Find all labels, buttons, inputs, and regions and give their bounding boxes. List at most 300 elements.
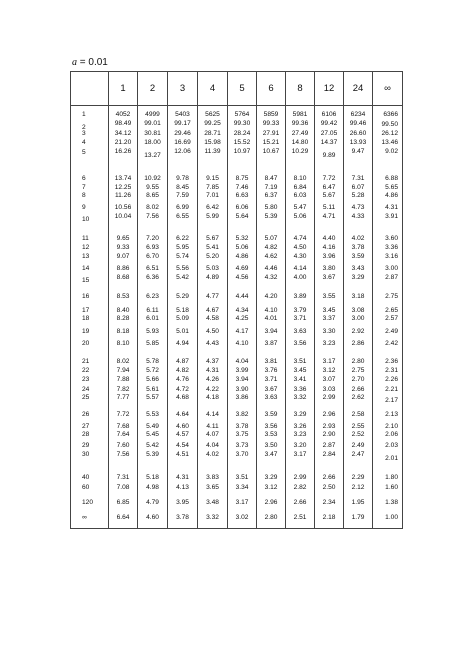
value-cell: 7.19 <box>264 184 278 191</box>
value-cell: 3.60 <box>385 235 398 242</box>
value-cell: 4.16 <box>322 244 336 251</box>
value-cell: 4.67 <box>206 307 219 314</box>
value-cell: 9.33 <box>116 244 130 251</box>
value-cell: 5.53 <box>146 411 159 418</box>
value-cell: 5.32 <box>235 235 249 242</box>
value-column <box>168 106 198 529</box>
value-cell: 3.17 <box>293 451 307 458</box>
value-column <box>228 106 257 529</box>
value-cell: 2.62 <box>351 394 365 401</box>
value-cell: 26.60 <box>349 130 367 137</box>
value-cell: 14.80 <box>291 139 309 146</box>
value-cell: 3.94 <box>264 328 278 335</box>
value-cell: 18.00 <box>144 139 161 146</box>
value-cell: 2.51 <box>293 514 307 521</box>
value-cell: 4.77 <box>206 293 219 300</box>
value-cell: 5.67 <box>322 192 336 199</box>
value-cell: 10.56 <box>114 204 132 211</box>
value-cell: 5859 <box>263 111 279 118</box>
value-cell: 6.01 <box>146 315 159 322</box>
value-cell: 10.97 <box>233 148 251 155</box>
value-cell: 2.66 <box>293 499 307 506</box>
value-cell: 99.42 <box>320 120 338 127</box>
value-cell: 4.00 <box>293 274 307 281</box>
value-cell: 99.50 <box>381 121 398 128</box>
value-cell: 11.39 <box>204 148 221 155</box>
value-cell: 6.06 <box>235 204 249 211</box>
value-cell: 2.55 <box>351 423 365 430</box>
value-cell: 5.07 <box>264 235 278 242</box>
value-cell: 4.82 <box>264 244 278 251</box>
value-cell: 3.03 <box>322 386 336 393</box>
value-cell: 3.78 <box>351 244 365 251</box>
value-cell: 1.95 <box>351 499 365 506</box>
value-cell: 2.31 <box>385 367 398 374</box>
value-cell: 3.23 <box>322 340 336 347</box>
f-distribution-table <box>70 71 403 529</box>
value-cell: 1.80 <box>385 474 398 481</box>
value-cell: 5.65 <box>385 184 398 191</box>
value-cell: 3.94 <box>235 376 249 383</box>
value-cell: 3.17 <box>235 499 249 506</box>
value-cell: 3.32 <box>206 514 219 521</box>
value-cell: 5764 <box>234 111 250 118</box>
value-cell: 3.45 <box>293 367 307 374</box>
value-cell: 5.18 <box>146 474 159 481</box>
value-cell: 3.86 <box>235 394 249 401</box>
value-cell: 4.25 <box>235 315 249 322</box>
value-cell: 4.50 <box>206 328 219 335</box>
value-cell: 8.68 <box>116 274 130 281</box>
value-cell: 2.75 <box>351 367 365 374</box>
value-column <box>373 106 403 529</box>
df-cell: 5 <box>82 149 86 156</box>
value-column <box>257 106 286 529</box>
value-cell: 4.58 <box>206 315 219 322</box>
value-cell: 5.28 <box>351 192 365 199</box>
value-cell: 1.60 <box>385 484 398 491</box>
value-cell: 2.84 <box>322 451 336 458</box>
value-cell: 5.93 <box>146 328 159 335</box>
header-cell: 12 <box>315 72 344 106</box>
value-cell: 2.12 <box>351 484 365 491</box>
value-cell: 8.47 <box>264 175 278 182</box>
value-cell: 2.87 <box>385 274 398 281</box>
value-cell: 5.49 <box>146 423 159 430</box>
value-cell: 2.36 <box>385 358 398 365</box>
value-cell: 99.33 <box>262 120 280 127</box>
value-cell: 9.47 <box>351 148 365 155</box>
value-cell: 6.55 <box>176 213 189 220</box>
value-cell: 4.69 <box>235 265 249 272</box>
value-cell: 2.66 <box>351 386 365 393</box>
value-cell: 5.56 <box>176 265 189 272</box>
value-cell: 2.34 <box>322 499 336 506</box>
value-cell: 6.51 <box>146 265 159 272</box>
body-row <box>71 106 403 529</box>
value-cell: 8.10 <box>116 340 130 347</box>
value-cell: 3.59 <box>264 411 278 418</box>
value-cell: 2.86 <box>351 340 365 347</box>
value-cell: 8.45 <box>176 184 189 191</box>
value-cell: 5.39 <box>146 451 159 458</box>
df-cell: ∞ <box>82 514 87 521</box>
value-cell: 34.12 <box>114 130 132 137</box>
value-cell: 4.11 <box>206 423 219 430</box>
value-column <box>138 106 168 529</box>
value-column <box>198 106 228 529</box>
value-cell: 4.22 <box>206 386 219 393</box>
value-cell: 3.43 <box>351 265 365 272</box>
value-cell: 3.89 <box>293 293 307 300</box>
value-cell: 5.42 <box>176 274 189 281</box>
value-cell: 4.37 <box>206 358 219 365</box>
value-cell: 2.80 <box>351 358 365 365</box>
value-cell: 11.26 <box>114 192 131 199</box>
value-cell: 3.00 <box>351 315 365 322</box>
value-cell: 5.72 <box>146 367 159 374</box>
value-cell: 7.72 <box>116 411 130 418</box>
value-cell: 1.79 <box>351 514 365 521</box>
value-cell: 4.60 <box>146 514 159 521</box>
value-cell: 3.12 <box>322 367 336 374</box>
value-cell: 2.70 <box>351 376 365 383</box>
value-cell: 9.55 <box>146 184 159 191</box>
df-cell: 8 <box>82 192 86 199</box>
value-column <box>344 106 373 529</box>
value-cell: 5981 <box>292 111 308 118</box>
value-cell: 27.49 <box>291 130 309 137</box>
value-cell: 3.32 <box>293 394 307 401</box>
value-cell: 5.06 <box>293 213 307 220</box>
value-cell: 6106 <box>321 111 337 118</box>
value-cell: 5.29 <box>176 293 189 300</box>
value-cell: 6.93 <box>146 244 159 251</box>
value-cell: 6.07 <box>351 184 365 191</box>
header-cell: 5 <box>228 72 257 106</box>
value-cell: 2.66 <box>322 474 336 481</box>
df-cell: 30 <box>82 451 90 458</box>
value-cell: 4.82 <box>176 367 189 374</box>
value-cell: 15.98 <box>204 139 221 146</box>
value-cell: 2.99 <box>293 474 307 481</box>
value-cell: 5.80 <box>264 204 278 211</box>
value-cell: 3.48 <box>206 499 219 506</box>
value-cell: 3.80 <box>322 265 336 272</box>
value-cell: 7.31 <box>116 474 130 481</box>
value-cell: 3.76 <box>264 367 278 374</box>
value-cell: 14.37 <box>320 139 338 146</box>
value-cell: 7.08 <box>116 484 130 491</box>
header-cell: 24 <box>344 72 373 106</box>
value-cell: 3.02 <box>235 514 249 521</box>
value-cell: 3.81 <box>264 358 278 365</box>
value-cell: 7.20 <box>146 235 159 242</box>
value-cell: 8.40 <box>116 307 130 314</box>
value-cell: 8.02 <box>116 358 130 365</box>
value-cell: 3.63 <box>293 328 307 335</box>
value-cell: 2.42 <box>385 340 398 347</box>
header-cell: 3 <box>168 72 198 106</box>
value-cell: 4.44 <box>235 293 249 300</box>
value-cell: 12.25 <box>114 184 132 191</box>
value-cell: 2.50 <box>322 484 336 491</box>
value-cell: 99.17 <box>174 120 191 127</box>
value-cell: 13.27 <box>144 152 161 159</box>
value-cell: 2.49 <box>351 442 365 449</box>
value-cell: 2.06 <box>385 431 398 438</box>
value-cell: 4.31 <box>385 204 398 211</box>
value-cell: 2.13 <box>385 411 398 418</box>
value-cell: 4.71 <box>322 213 336 220</box>
value-cell: 2.49 <box>385 328 398 335</box>
value-cell: 4.20 <box>264 293 278 300</box>
df-cell: 22 <box>82 367 90 374</box>
value-cell: 7.31 <box>351 175 365 182</box>
value-cell: 2.92 <box>351 328 365 335</box>
value-cell: 3.90 <box>235 386 249 393</box>
value-cell: 9.15 <box>206 175 219 182</box>
value-cell: 3.91 <box>385 213 398 220</box>
value-cell: 3.36 <box>293 386 307 393</box>
value-cell: 3.78 <box>235 423 249 430</box>
value-cell: 4.62 <box>264 253 278 260</box>
header-cell: 6 <box>257 72 286 106</box>
value-cell: 9.65 <box>116 235 130 242</box>
df-cell: 120 <box>82 499 94 506</box>
value-cell: 2.90 <box>322 431 336 438</box>
value-cell: 5.47 <box>293 204 307 211</box>
df-cell: 60 <box>82 484 90 491</box>
value-cell: 4.18 <box>206 394 219 401</box>
value-cell: 4.51 <box>176 451 189 458</box>
value-cell: 2.65 <box>385 307 398 314</box>
value-cell: 6366 <box>383 111 398 118</box>
df-cell: 26 <box>82 411 90 418</box>
value-cell: 5.42 <box>146 442 159 449</box>
value-cell: 3.29 <box>351 274 365 281</box>
value-cell: 4.74 <box>293 235 307 242</box>
value-cell: 4.50 <box>293 244 307 251</box>
value-cell: 2.57 <box>385 315 398 322</box>
value-cell: 6.99 <box>176 204 189 211</box>
value-cell: 3.67 <box>322 274 336 281</box>
value-cell: 6.36 <box>146 274 159 281</box>
alpha-value: = 0.01 <box>79 57 108 68</box>
value-cell: 3.96 <box>322 253 336 260</box>
value-cell: 4.94 <box>176 340 189 347</box>
value-cell: 2.58 <box>351 411 365 418</box>
value-cell: 4.10 <box>264 307 278 314</box>
value-cell: 8.75 <box>235 175 249 182</box>
value-cell: 15.21 <box>262 139 280 146</box>
header-cell <box>71 72 109 106</box>
value-cell: 3.63 <box>264 394 278 401</box>
value-cell: 6.63 <box>235 192 249 199</box>
value-cell: 3.47 <box>264 451 278 458</box>
value-cell: 4.02 <box>206 451 219 458</box>
value-cell: 29.46 <box>174 130 191 137</box>
value-cell: 13.93 <box>349 139 367 146</box>
value-cell: 3.45 <box>322 307 336 314</box>
header-cell: ∞ <box>373 72 403 106</box>
value-cell: 9.07 <box>116 253 130 260</box>
value-cell: 4.04 <box>206 442 219 449</box>
value-cell: 26.12 <box>381 130 398 137</box>
value-cell: 99.36 <box>291 120 309 127</box>
value-cell: 3.56 <box>264 423 278 430</box>
value-cell: 5625 <box>205 111 220 118</box>
value-cell: 99.30 <box>233 120 251 127</box>
value-cell: 5.03 <box>206 265 219 272</box>
df-cell: 29 <box>82 442 90 449</box>
value-cell: 27.91 <box>262 130 280 137</box>
df-cell: 11 <box>82 235 89 242</box>
value-cell: 5.64 <box>235 213 249 220</box>
value-cell: 6.23 <box>146 293 159 300</box>
value-cell: 10.29 <box>291 148 309 155</box>
value-cell: 7.82 <box>116 386 130 393</box>
value-cell: 99.46 <box>349 120 367 127</box>
value-cell: 13.46 <box>381 139 398 146</box>
value-cell: 4.64 <box>176 411 189 418</box>
df-cell: 18 <box>82 315 90 322</box>
value-cell: 99.25 <box>204 120 221 127</box>
value-cell: 12.06 <box>174 148 191 155</box>
df-cell: 6 <box>82 175 86 182</box>
df-cell: 19 <box>82 328 90 335</box>
value-cell: 2.01 <box>385 455 398 462</box>
value-column <box>315 106 344 529</box>
value-cell: 27.05 <box>320 130 338 137</box>
value-cell: 15.52 <box>233 139 251 146</box>
value-cell: 4.73 <box>351 204 365 211</box>
value-cell: 4.79 <box>146 499 159 506</box>
value-cell: 5.66 <box>146 376 159 383</box>
value-cell: 4.07 <box>206 431 219 438</box>
value-column <box>109 106 138 529</box>
df-cell: 15 <box>82 277 90 284</box>
value-cell: 4.40 <box>322 235 336 242</box>
header-cell: 1 <box>109 72 138 106</box>
value-cell: 5.11 <box>322 204 336 211</box>
df-cell: 4 <box>82 139 86 146</box>
value-cell: 3.56 <box>293 340 307 347</box>
value-cell: 28.24 <box>233 130 251 137</box>
df-cell: 3 <box>82 130 86 137</box>
value-cell: 4.17 <box>235 328 249 335</box>
value-cell: 4.46 <box>264 265 278 272</box>
df-cell: 21 <box>82 358 90 365</box>
value-cell: 7.60 <box>116 442 130 449</box>
value-cell: 10.67 <box>262 148 280 155</box>
value-cell: 9.78 <box>176 175 189 182</box>
header-cell: 8 <box>286 72 315 106</box>
value-cell: 3.20 <box>293 442 307 449</box>
value-cell: 3.73 <box>235 442 249 449</box>
value-cell: 2.99 <box>322 394 336 401</box>
df-cell: 25 <box>82 394 90 401</box>
df-cell: 7 <box>82 184 86 191</box>
value-cell: 4.34 <box>235 307 249 314</box>
value-cell: 6.03 <box>293 192 307 199</box>
value-cell: 1.38 <box>385 499 398 506</box>
df-cell: 23 <box>82 376 90 383</box>
value-cell: 3.17 <box>322 358 336 365</box>
value-cell: 16.69 <box>174 139 191 146</box>
value-cell: 9.02 <box>385 148 398 155</box>
df-cell: 9 <box>82 204 86 211</box>
value-cell: 4.30 <box>293 253 307 260</box>
value-cell: 3.16 <box>385 253 398 260</box>
value-cell: 6.85 <box>116 499 130 506</box>
value-cell: 3.71 <box>293 315 307 322</box>
value-cell: 3.82 <box>235 411 249 418</box>
value-cell: 3.23 <box>293 431 307 438</box>
value-cell: 3.07 <box>322 376 336 383</box>
df-cell: 40 <box>82 474 90 481</box>
value-cell: 2.10 <box>385 423 398 430</box>
alpha-label <box>72 57 108 68</box>
value-cell: 5.18 <box>176 307 189 314</box>
value-cell: 2.75 <box>385 293 398 300</box>
value-cell: 5.67 <box>206 235 219 242</box>
df-cell: 1 <box>82 111 86 118</box>
value-cell: 4.02 <box>351 235 365 242</box>
value-cell: 8.86 <box>116 265 130 272</box>
value-cell: 4.31 <box>206 367 219 374</box>
value-cell: 4.89 <box>206 274 219 281</box>
value-cell: 4.60 <box>176 423 189 430</box>
value-cell: 4999 <box>145 111 160 118</box>
value-cell: 4.04 <box>235 358 249 365</box>
value-cell: 6.37 <box>264 192 278 199</box>
value-cell: 6.47 <box>322 184 336 191</box>
value-cell: 2.93 <box>322 423 336 430</box>
value-cell: 3.71 <box>264 376 278 383</box>
value-cell: 4.31 <box>176 474 189 481</box>
value-cell: 7.72 <box>322 175 336 182</box>
value-cell: 3.67 <box>264 386 278 393</box>
value-cell: 6.42 <box>206 204 219 211</box>
value-cell: 4.98 <box>146 484 159 491</box>
value-cell: 7.59 <box>176 192 189 199</box>
value-cell: 2.80 <box>264 514 278 521</box>
value-cell: 4.32 <box>264 274 278 281</box>
value-cell: 3.34 <box>235 484 249 491</box>
value-cell: 3.51 <box>235 474 249 481</box>
value-cell: 8.10 <box>293 175 307 182</box>
value-cell: 5.20 <box>206 253 219 260</box>
value-cell: 3.12 <box>264 484 278 491</box>
value-cell: 6.11 <box>146 307 159 314</box>
value-cell: 2.29 <box>351 474 365 481</box>
value-cell: 1.00 <box>385 514 398 521</box>
header-row <box>71 72 403 106</box>
value-cell: 8.02 <box>146 204 159 211</box>
df-cell: 27 <box>82 423 90 430</box>
value-cell: 2.03 <box>385 442 398 449</box>
df-cell: 24 <box>82 386 90 393</box>
value-cell: 5.99 <box>206 213 219 220</box>
value-cell: 5.06 <box>235 244 249 251</box>
value-cell: 10.92 <box>144 175 161 182</box>
value-cell: 4.01 <box>264 315 278 322</box>
value-cell: 3.30 <box>322 328 336 335</box>
value-cell: 4.33 <box>351 213 365 220</box>
value-cell: 5.74 <box>176 253 189 260</box>
value-cell: 28.71 <box>204 130 221 137</box>
